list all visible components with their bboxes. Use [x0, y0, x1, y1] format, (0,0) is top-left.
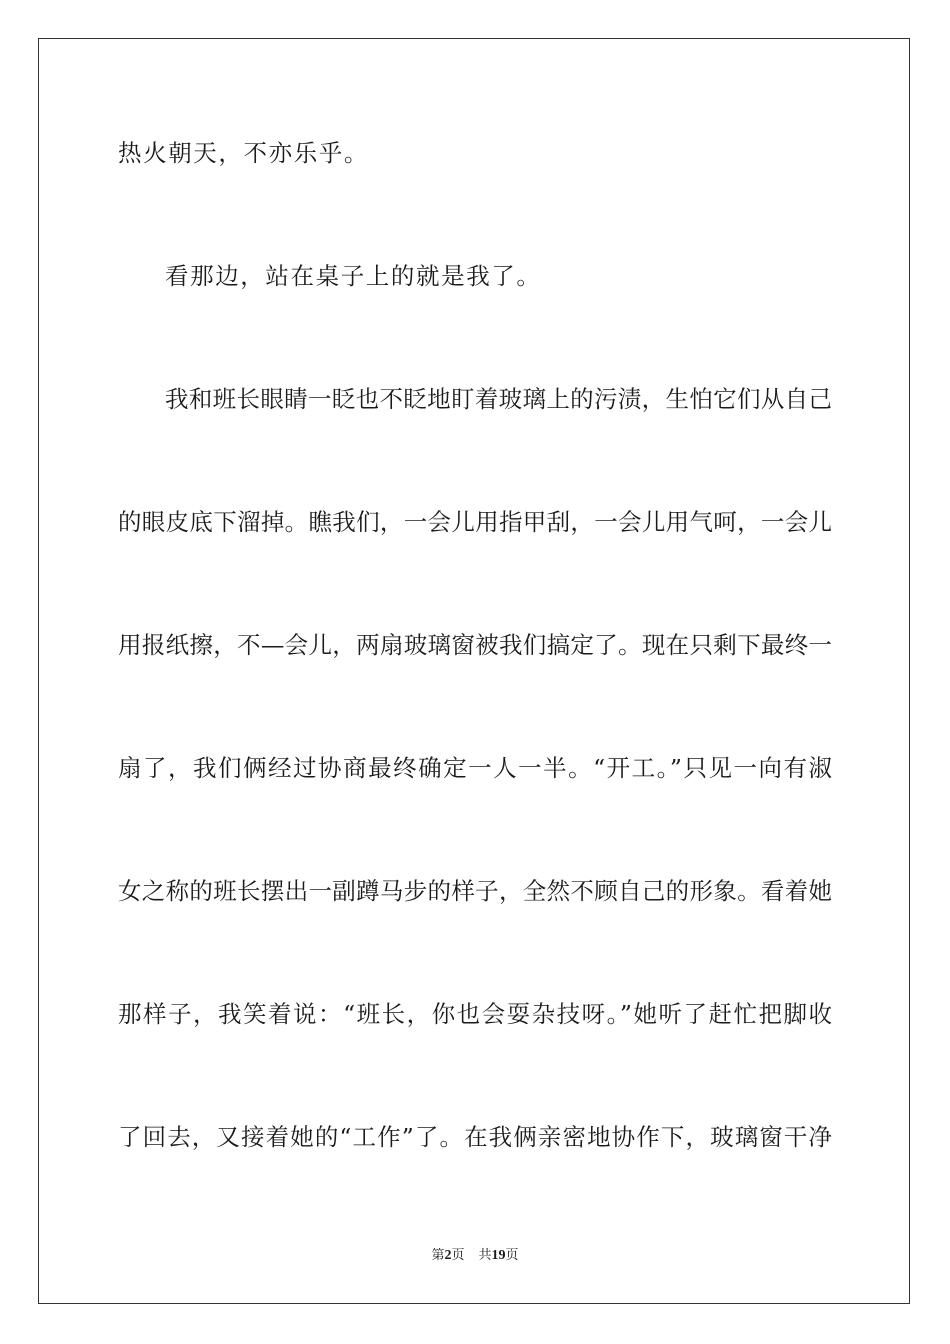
text-line: 看那边，站在桌子上的就是我了。 — [165, 262, 542, 290]
page-footer — [0, 1247, 950, 1265]
text-line: 扇了，我们俩经过协商最终确定一人一半。“开工。”只见一向有淑 — [118, 754, 832, 782]
page-prefix: 第 — [431, 1248, 445, 1263]
text-line: 我和班长眼睛一眨也不眨地盯着玻璃上的污渍，生怕它们从自己 — [165, 385, 832, 413]
text-line: 热火朝天，不亦乐乎。 — [118, 139, 369, 167]
page-suffix: 页 — [451, 1248, 465, 1263]
text-line: 那样子，我笑着说：“班长，你也会耍杂技呀。”她听了赶忙把脚收 — [118, 1000, 832, 1028]
text-line: 的眼皮底下溜掉。瞧我们，一会儿用指甲刮，一会儿用气呵，一会儿 — [118, 508, 832, 536]
text-line: 了回去，又接着她的“工作”了。在我俩亲密地协作下，玻璃窗干净 — [118, 1123, 832, 1151]
total-suffix: 页 — [505, 1248, 519, 1263]
page-border — [38, 38, 910, 1304]
total-prefix: 共 — [478, 1248, 492, 1263]
text-line: 用报纸擦，不—会儿，两扇玻璃窗被我们搞定了。现在只剩下最终一 — [118, 631, 832, 659]
text-line: 女之称的班长摆出一副蹲马步的样子，全然不顾自己的形象。看着她 — [118, 877, 832, 905]
page-total: 19 — [491, 1248, 506, 1263]
page-current: 2 — [444, 1248, 452, 1263]
